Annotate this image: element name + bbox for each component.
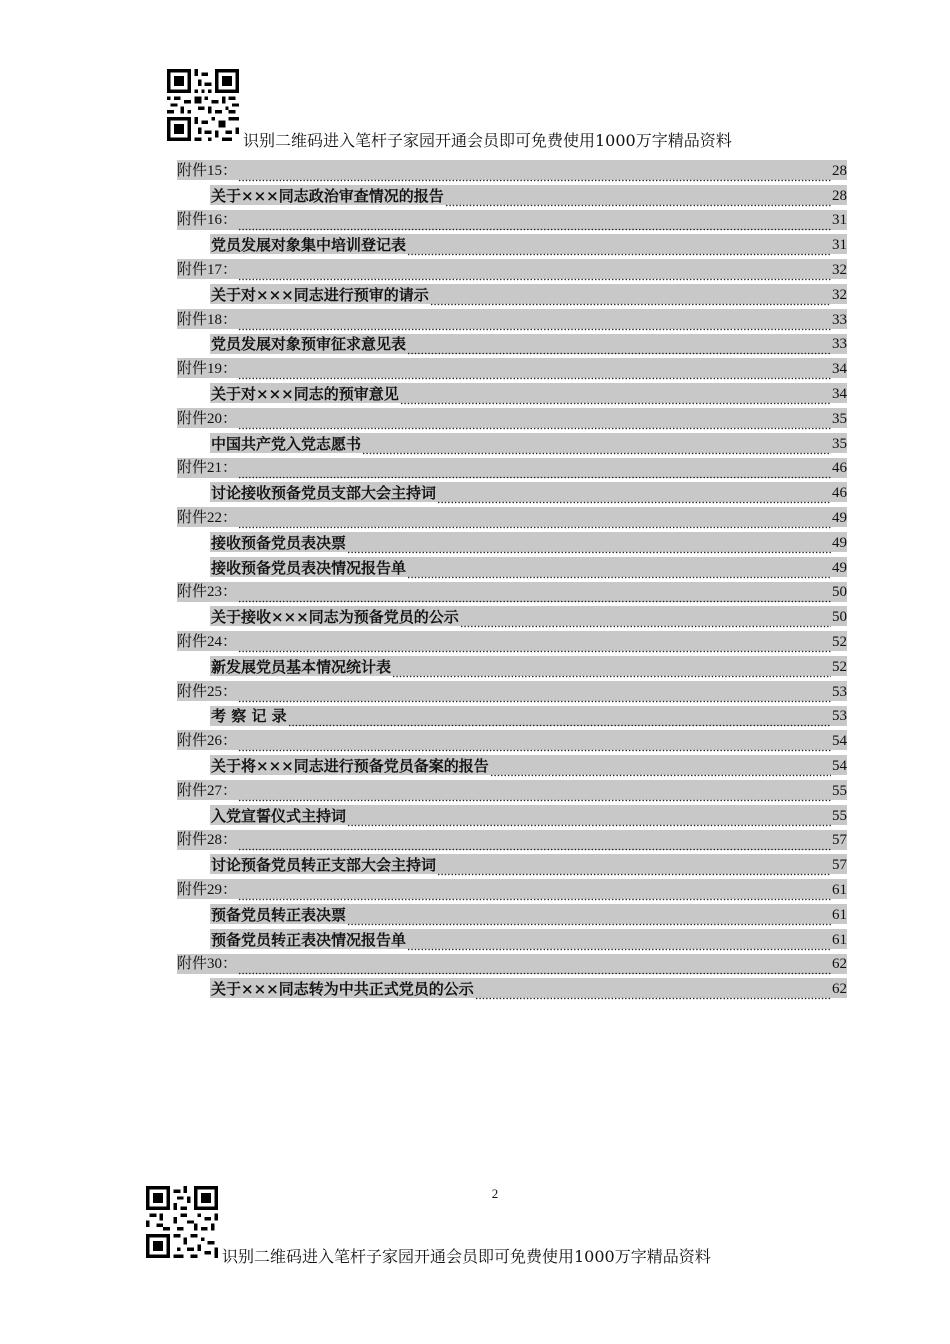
toc-page-number: 35 [832, 435, 847, 452]
toc-page-number: 52 [832, 633, 847, 650]
toc-leader-dots [238, 882, 831, 902]
toc-leader-dots [238, 783, 831, 803]
toc-page-number: 52 [832, 658, 847, 675]
toc-page-number: 33 [832, 311, 847, 328]
toc-leader-dots [392, 659, 831, 679]
toc-leader-dots [238, 584, 831, 604]
toc-page-number: 33 [832, 336, 847, 353]
toc-leader-dots [238, 460, 831, 480]
toc-label: 附件22： [177, 509, 238, 526]
toc-entry-title[interactable] [177, 480, 847, 505]
toc-leader-dots [238, 361, 831, 381]
toc-page-number: 46 [832, 460, 847, 477]
toc-entry-title[interactable] [177, 282, 847, 307]
toc-label: 考 察 记 录 [211, 707, 287, 726]
toc-label: 附件23： [177, 584, 238, 601]
toc-label: 党员发展对象预审征求意见表 [211, 335, 407, 354]
toc-leader-dots [475, 981, 831, 1001]
header-banner: 识别二维码进入笔杆子家园开通会员即可免费使用1000万字精品资料 [243, 131, 732, 150]
toc-label: 附件24： [177, 633, 238, 650]
toc-page-number: 28 [832, 162, 847, 179]
toc-entry-title[interactable] [177, 183, 847, 208]
toc-entry-appendix[interactable] [177, 877, 847, 902]
toc-leader-dots [238, 312, 831, 332]
toc-label: 附件27： [177, 782, 238, 799]
toc-entry-title[interactable] [177, 654, 847, 679]
toc-entry-title[interactable] [177, 332, 847, 357]
toc-leader-dots [238, 411, 831, 431]
toc-leader-dots [238, 163, 831, 183]
toc-page-number: 34 [832, 385, 847, 402]
toc-entry-appendix[interactable] [177, 505, 847, 530]
toc-page-number: 50 [832, 609, 847, 626]
toc-entry-appendix[interactable] [177, 307, 847, 332]
toc-label: 附件28： [177, 832, 238, 849]
toc-leader-dots [347, 535, 831, 555]
toc-page-number: 46 [832, 485, 847, 502]
toc-page-number: 55 [832, 782, 847, 799]
toc-entry-title[interactable] [177, 530, 847, 555]
qr-code-bottom [146, 1186, 218, 1258]
toc-entry-title[interactable] [177, 976, 847, 1001]
toc-entry-appendix[interactable] [177, 728, 847, 753]
toc-leader-dots [347, 907, 831, 927]
toc-label: 党员发展对象集中培训登记表 [211, 236, 407, 255]
toc-entry-appendix[interactable] [177, 208, 847, 233]
toc-leader-dots [407, 932, 831, 952]
toc-page-number: 61 [832, 931, 847, 948]
toc-entry-title[interactable] [177, 431, 847, 456]
toc-page-number: 31 [832, 212, 847, 229]
toc-page-number: 62 [832, 956, 847, 973]
toc-leader-dots [490, 758, 831, 778]
toc-entry-appendix[interactable] [177, 456, 847, 481]
qr-code-icon [167, 69, 239, 141]
toc-entry-appendix[interactable] [177, 580, 847, 605]
toc-label: 关于将×××同志进行预备党员备案的报告 [211, 756, 489, 775]
toc-page-number: 50 [832, 584, 847, 601]
toc-page-number: 62 [832, 981, 847, 998]
toc-page-number: 54 [832, 733, 847, 750]
toc-page-number: 53 [832, 708, 847, 725]
toc-entry-appendix[interactable] [177, 629, 847, 654]
toc-page-number: 32 [832, 286, 847, 303]
toc-label: 附件16： [177, 212, 238, 229]
toc-leader-dots [437, 857, 831, 877]
toc-leader-dots [445, 188, 831, 208]
toc-entry-title[interactable] [177, 852, 847, 877]
toc-entry-appendix[interactable] [177, 158, 847, 183]
toc-entry-appendix[interactable] [177, 952, 847, 977]
toc-label: 附件26： [177, 733, 238, 750]
toc-label: 关于×××同志政治审查情况的报告 [211, 186, 444, 205]
toc-leader-dots [238, 634, 831, 654]
toc-label: 附件30： [177, 956, 238, 973]
toc-label: 关于对×××同志的预审意见 [211, 384, 399, 403]
toc-leader-dots [400, 386, 831, 406]
toc-entry-appendix[interactable] [177, 679, 847, 704]
toc-page-number: 61 [832, 881, 847, 898]
toc-entry-title[interactable] [177, 803, 847, 828]
page-number: 2 [491, 1186, 499, 1201]
toc-page-number: 31 [832, 237, 847, 254]
footer-banner: 识别二维码进入笔杆子家园开通会员即可免费使用1000万字精品资料 [222, 1247, 711, 1266]
toc-entry-title[interactable] [177, 927, 847, 952]
toc-label: 预备党员转正表决票 [211, 905, 347, 924]
toc-leader-dots [238, 733, 831, 753]
toc-entry-title[interactable] [177, 232, 847, 257]
qr-code-icon [146, 1186, 218, 1258]
toc-page-number: 28 [832, 187, 847, 204]
toc-label: 关于接收×××同志为预备党员的公示 [211, 608, 459, 627]
toc-entry-title[interactable] [177, 704, 847, 729]
toc-entry-title[interactable] [177, 753, 847, 778]
toc-entry-title[interactable] [177, 381, 847, 406]
toc-label: 附件19： [177, 361, 238, 378]
toc-entry-appendix[interactable] [177, 406, 847, 431]
toc-leader-dots [347, 808, 831, 828]
toc-leader-dots [407, 560, 831, 580]
toc-label: 附件25： [177, 683, 238, 700]
toc-label: 入党宣誓仪式主持词 [211, 806, 347, 825]
toc-entry-title[interactable] [177, 555, 847, 580]
toc-leader-dots [407, 237, 831, 257]
toc-leader-dots [407, 336, 831, 356]
toc-entry-appendix[interactable] [177, 778, 847, 803]
toc-page-number: 35 [832, 410, 847, 427]
toc-leader-dots [437, 485, 831, 505]
toc-label: 关于×××同志转为中共正式党员的公示 [211, 980, 474, 999]
toc-leader-dots [238, 262, 831, 282]
toc-leader-dots [238, 684, 831, 704]
toc-page-number: 34 [832, 361, 847, 378]
toc-entry-appendix[interactable] [177, 828, 847, 853]
toc-leader-dots [238, 956, 831, 976]
toc-page-number: 61 [832, 906, 847, 923]
toc-label: 附件21： [177, 460, 238, 477]
toc-label: 讨论接收预备党员支部大会主持词 [211, 484, 437, 503]
toc-page-number: 49 [832, 559, 847, 576]
toc-label: 预备党员转正表决情况报告单 [211, 930, 407, 949]
toc-leader-dots [362, 436, 831, 456]
toc-label: 关于对×××同志进行预审的请示 [211, 285, 429, 304]
toc-page-number: 53 [832, 683, 847, 700]
toc-page-number: 54 [832, 757, 847, 774]
toc-label: 附件17： [177, 261, 238, 278]
toc-label: 附件29： [177, 881, 238, 898]
toc-label: 附件18： [177, 311, 238, 328]
toc-entry-appendix[interactable] [177, 356, 847, 381]
toc-page-number: 49 [832, 509, 847, 526]
toc-label: 新发展党员基本情况统计表 [211, 657, 392, 676]
toc-entry-appendix[interactable] [177, 257, 847, 282]
toc-leader-dots [460, 609, 831, 629]
toc-label: 附件20： [177, 410, 238, 427]
toc-label: 中国共产党入党志愿书 [211, 434, 362, 453]
toc-leader-dots [430, 287, 831, 307]
toc-label: 接收预备党员表决票 [211, 533, 347, 552]
toc-page-number: 57 [832, 832, 847, 849]
toc-page-number: 55 [832, 807, 847, 824]
toc-page-number: 57 [832, 857, 847, 874]
toc-leader-dots [288, 708, 831, 728]
toc-entry-title[interactable] [177, 604, 847, 629]
toc-page-number: 49 [832, 534, 847, 551]
toc-entry-title[interactable] [177, 902, 847, 927]
toc-leader-dots [238, 212, 831, 232]
toc-leader-dots [238, 510, 831, 530]
toc-label: 讨论预备党员转正支部大会主持词 [211, 856, 437, 875]
toc-label: 附件15： [177, 162, 238, 179]
qr-code-top [167, 69, 239, 141]
toc-page-number: 32 [832, 261, 847, 278]
toc-leader-dots [238, 832, 831, 852]
table-of-contents [177, 158, 847, 1001]
toc-label: 接收预备党员表决情况报告单 [211, 558, 407, 577]
